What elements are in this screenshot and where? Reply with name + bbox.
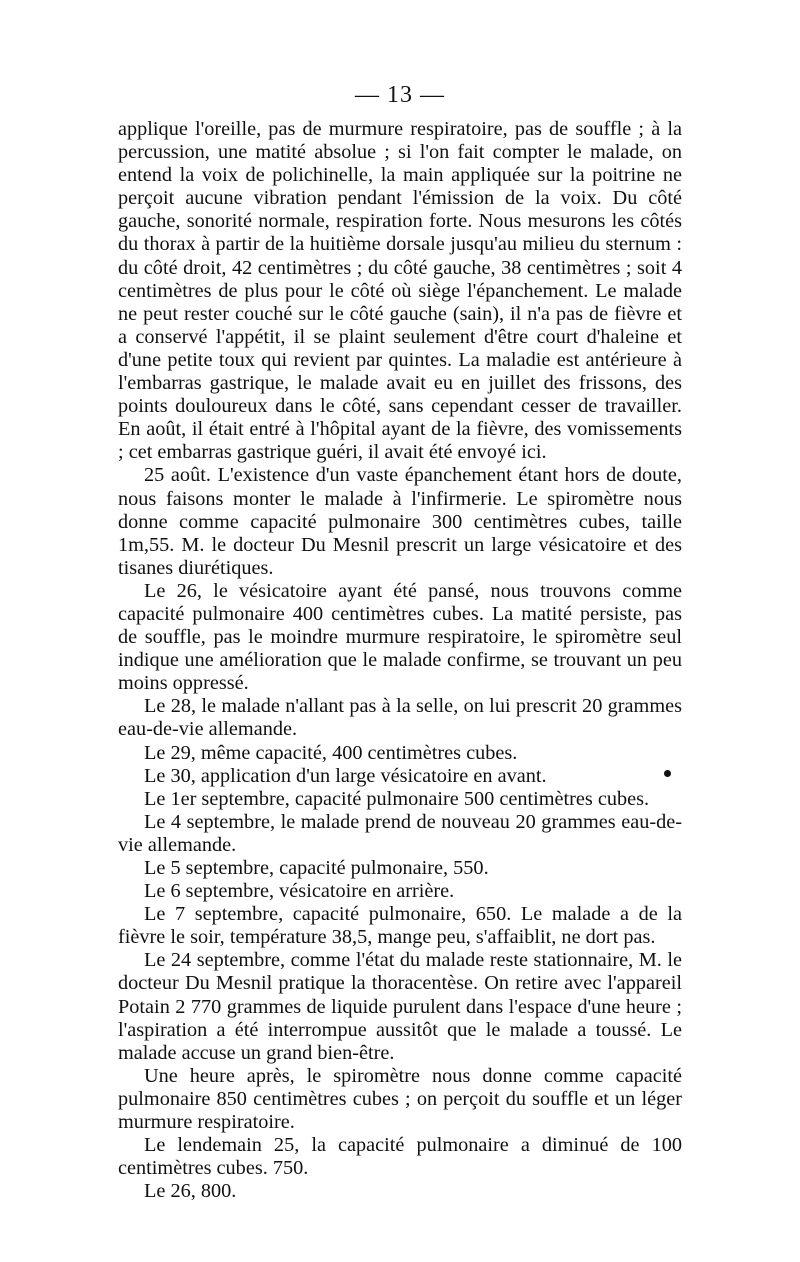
paragraph-continuation: applique l'oreille, pas de murmure respiratoire, pas de souffle ; à la percussion, une matité absolue ; si l'on fait compter le malade, on entend la voix de polichinelle, la main appliquée sur la poitrine ne perçoit aucune vibration pendant l'émission de la voix. Du côté gauche, sonorité normale, respiration forte. Nous mesurons les côtés du thorax à partir de la huitième dorsale jusqu'au milieu du sternum : du côté droit, 42 centimètres ; du côté gauche, 38 centimètres ; soit 4 centimètres de plus pour le côté où siège l'épanchement. Le malade ne peut rester couché sur le côté gauche (sain), il n'a pas de fièvre et a conservé l'appétit, il se plaint seulement d'être court d'haleine et d'une petite toux qui revient par quintes. La maladie est antérieure à l'embarras gastrique, le malade avait eu en juillet des frissons, des points douloureux dans le côté, sans cependant cesser de travailler. En août, il était entré à l'hôpital ayant de la fièvre, des vomissements ; cet embarras gastrique guéri, il avait été envoyé ici. [118, 118, 682, 464]
paragraph-le-26: Le 26, le vésicatoire ayant été pansé, nous trouvons comme capacité pulmonaire 400 centimètres cubes. La matité persiste, pas de souffle, pas le moindre murmure respiratoire, le spiromètre seul indique une amélioration que le malade confirme, se trouvant un peu moins oppressé. [118, 579, 682, 695]
paragraph-25-aout: 25 août. L'existence d'un vaste épanchement étant hors de doute, nous faisons monter le malade à l'infirmerie. Le spiromètre nous donne comme capacité pulmonaire 300 centimètres cubes, taille 1m,55. M. le docteur Du Mesnil prescrit un large vésicatoire et des tisanes diurétiques. [118, 464, 682, 579]
paragraph-le-28: Le 28, le malade n'allant pas à la selle, on lui prescrit 20 grammes eau-de-vie allemande. [118, 695, 682, 741]
body-text [118, 118, 682, 1203]
paragraph-le-26-800: Le 26, 800. [144, 1180, 237, 1203]
paragraph-le-lendemain: Le lendemain 25, la capacité pulmonaire a diminué de 100 centimètres cubes. 750. [118, 1134, 682, 1180]
paragraph-le-5-septembre: Le 5 septembre, capacité pulmonaire, 550. [144, 857, 489, 879]
paragraph-le-24-septembre: Le 24 septembre, comme l'état du malade reste stationnaire, M. le docteur Du Mesnil pratique la thoracentèse. On retire avec l'appareil Potain 2 770 grammes de liquide purulent dans l'espace d'une heure ; l'aspiration a été interrompue aussitôt que le malade a toussé. Le malade accuse un grand bien-être. [118, 949, 682, 1064]
paragraph-le-1er-septembre: Le 1er septembre, capacité pulmonaire 500 centimètres cubes. [144, 787, 650, 810]
paragraph-le-4-septembre: Le 4 septembre, le malade prend de nouveau 20 grammes eau-de-vie allemande. [118, 810, 682, 856]
paragraph-le-29: Le 29, même capacité, 400 centimètres cubes. [144, 741, 518, 764]
paragraph-une-heure-apres: Une heure après, le spiromètre nous donne comme capacité pulmonaire 850 centimètres cubes ; on perçoit du souffle et un léger murmure respiratoire. [118, 1064, 682, 1134]
paragraph-le-30: Le 30, application d'un large vésicatoire en avant. [144, 764, 547, 787]
ink-speck [664, 770, 671, 777]
page-number: — 13 — [355, 82, 445, 108]
paragraph-le-7-septembre: Le 7 septembre, capacité pulmonaire, 650. Le malade a de la fièvre le soir, température 38,5, mange peu, s'affaiblit, ne dort pas. [118, 903, 682, 949]
paragraph-le-6-septembre: Le 6 septembre, vésicatoire en arrière. [144, 880, 455, 903]
